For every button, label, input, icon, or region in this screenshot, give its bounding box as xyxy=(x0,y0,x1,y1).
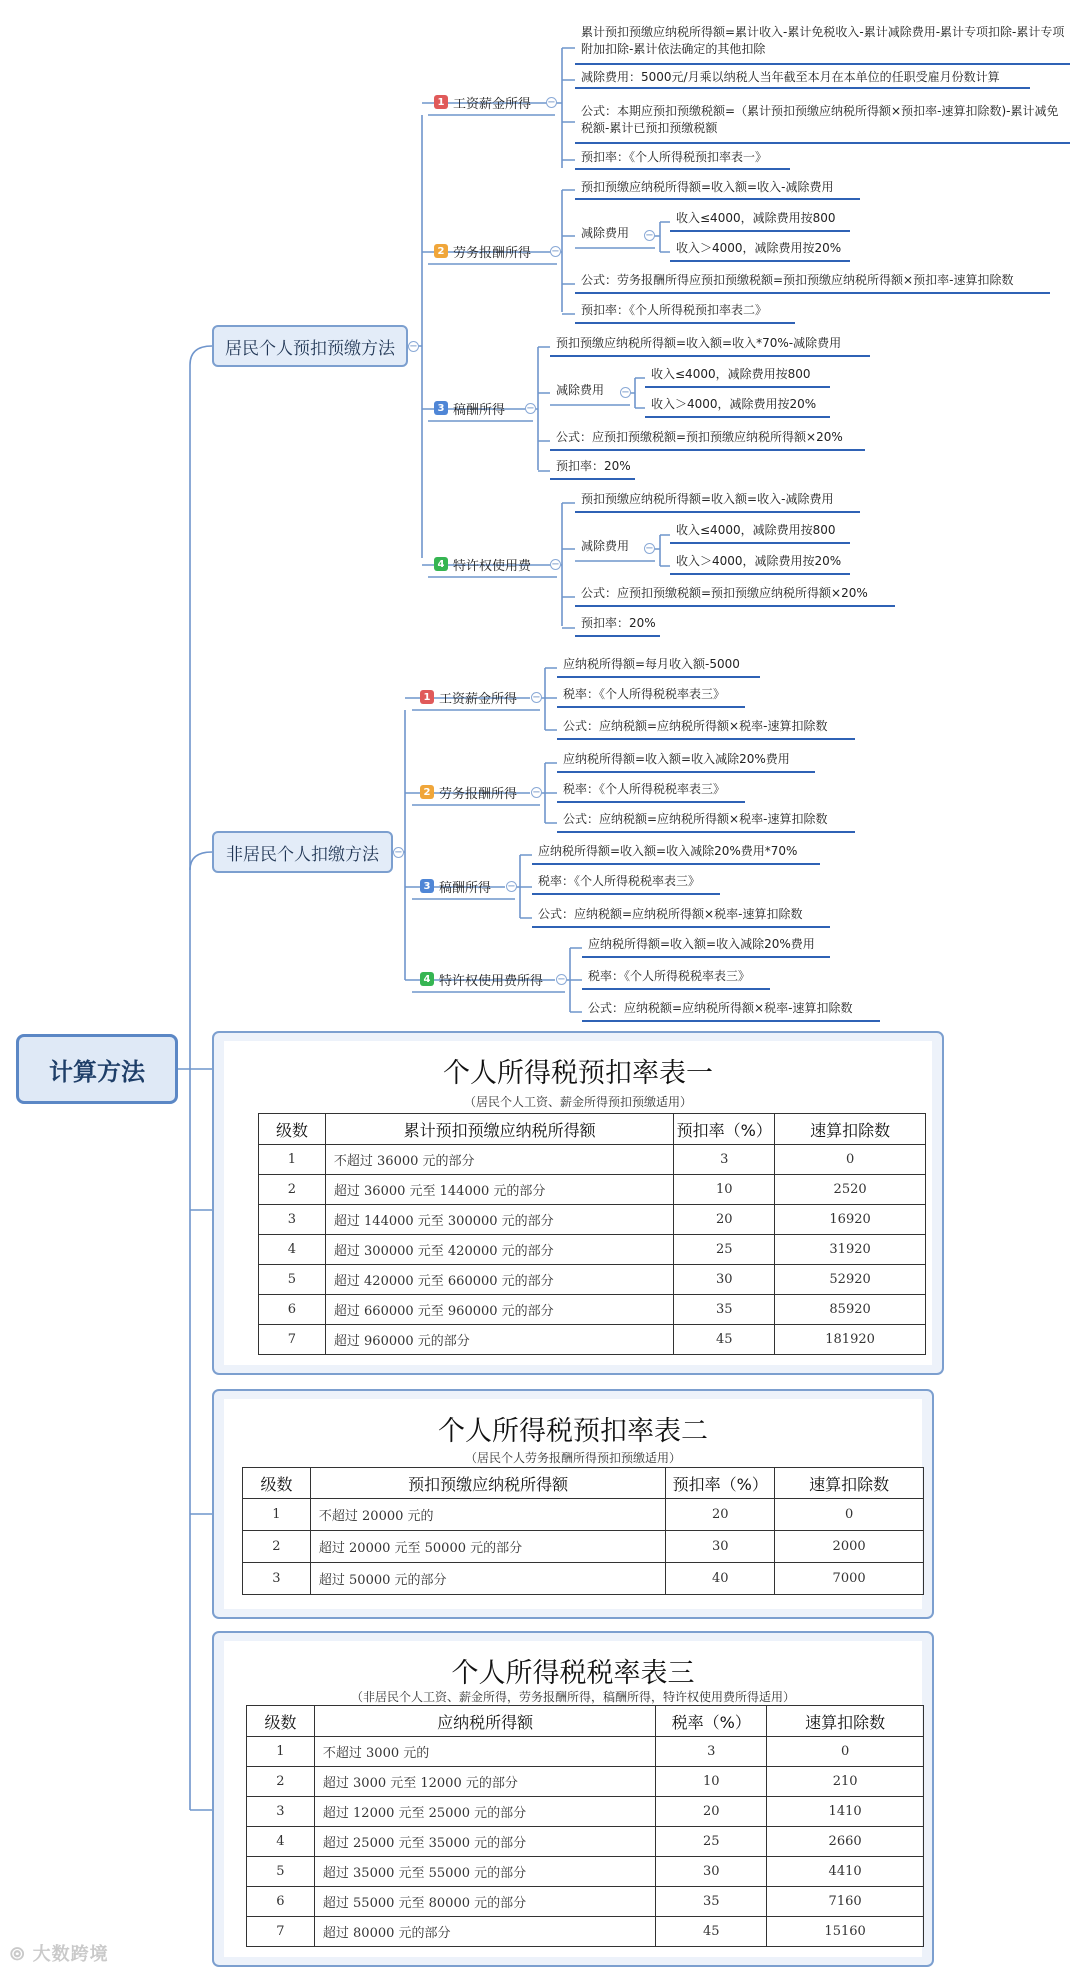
table3-subtitle: （非居民个人工资、薪金所得，劳务报酬所得，稿酬所得，特许权使用费所得适用） xyxy=(350,1690,795,1704)
table1-title: 个人所得税预扣率表一 xyxy=(443,1058,713,1089)
table-header: 速算扣除数 xyxy=(767,1706,924,1737)
resident-royalty-label: 特许权使用费 xyxy=(453,558,532,574)
table-row xyxy=(247,1797,924,1827)
table-cell: 25 xyxy=(674,1235,775,1265)
table-cell: 45 xyxy=(656,1917,767,1947)
table-cell: 7160 xyxy=(767,1887,924,1917)
table-cell: 不超过 3000 元的 xyxy=(314,1737,655,1767)
watermark-logo-icon: ⦾ xyxy=(10,1944,33,1965)
leaf: 公式：本期应预扣预缴税额=（累计预扣预缴应纳税所得额×预扣率-速算扣除数)-累计减免税额-累计已预扣预缴税额 xyxy=(581,104,1059,135)
table-cell: 20 xyxy=(656,1797,767,1827)
table-cell: 7 xyxy=(259,1325,326,1355)
table3 xyxy=(246,1705,924,1947)
leaf: 收入≤4000，减除费用按800 xyxy=(651,367,811,381)
leaf: 公式：应纳税额=应纳税所得额×税率-速算扣除数 xyxy=(563,719,828,733)
table-cell: 15160 xyxy=(767,1917,924,1947)
table-cell: 5 xyxy=(259,1265,326,1295)
leaf: 应纳税所得额=收入额=收入减除20%费用*70% xyxy=(538,844,798,858)
table-cell: 超过 80000 元的部分 xyxy=(314,1917,655,1947)
table3-title: 个人所得税税率表三 xyxy=(451,1658,695,1689)
leaf: 预扣预缴应纳税所得额=收入额=收入*70%-减除费用 xyxy=(556,336,842,350)
table-cell: 超过 20000 元至 50000 元的部分 xyxy=(310,1531,665,1563)
table-cell: 20 xyxy=(666,1499,775,1531)
branch-resident[interactable]: 居民个人预扣预缴方法 xyxy=(212,325,408,367)
watermark-text: 大数跨境 xyxy=(32,1944,109,1965)
table-header: 速算扣除数 xyxy=(775,1468,924,1499)
number-badge-icon: 2 xyxy=(434,244,448,258)
leaf: 应纳税所得额=收入额=收入减除20%费用 xyxy=(588,937,815,951)
table1-panel[interactable] xyxy=(212,1031,944,1375)
resident-royalty[interactable] xyxy=(434,551,531,580)
table-cell: 2520 xyxy=(775,1175,926,1205)
root-node[interactable]: 计算方法 xyxy=(16,1034,178,1104)
table-cell: 31920 xyxy=(775,1235,926,1265)
table-row xyxy=(247,1887,924,1917)
leaf: 预扣率：《个人所得税预扣率表一》 xyxy=(581,150,768,164)
leaf: 应纳税所得额=收入额=收入减除20%费用 xyxy=(563,752,790,766)
table-cell: 1 xyxy=(259,1145,326,1175)
table-cell: 30 xyxy=(656,1857,767,1887)
table-row xyxy=(243,1499,924,1531)
leaf: 应纳税所得额=每月收入额-5000 xyxy=(563,657,740,671)
table-cell: 35 xyxy=(656,1887,767,1917)
nonresident-author-label: 稿酬所得 xyxy=(439,880,492,896)
table-cell: 超过 25000 元至 35000 元的部分 xyxy=(314,1827,655,1857)
resident-salary[interactable] xyxy=(434,89,531,118)
table-row xyxy=(247,1857,924,1887)
collapse-icon[interactable]: − xyxy=(645,543,654,554)
collapse-icon[interactable]: − xyxy=(621,387,630,398)
table-cell: 181920 xyxy=(775,1325,926,1355)
table-row xyxy=(259,1205,926,1235)
table-cell: 超过 36000 元至 144000 元的部分 xyxy=(325,1175,673,1205)
leaf: 收入＞4000，减除费用按20% xyxy=(651,397,817,411)
table-cell: 5 xyxy=(247,1857,315,1887)
table-row xyxy=(243,1531,924,1563)
leaf: 预扣率：20% xyxy=(556,459,631,473)
resident-author-label: 稿酬所得 xyxy=(453,402,506,418)
nonresident-salary[interactable] xyxy=(420,684,517,713)
nonresident-author[interactable] xyxy=(420,873,491,902)
leaf: 减除费用：5000元/月乘以纳税人当年截至本月在本单位的任职受雇月份数计算 xyxy=(581,70,1000,84)
table-row xyxy=(259,1145,926,1175)
resident-salary-label: 工资薪金所得 xyxy=(453,96,532,112)
table-cell: 超过 55000 元至 80000 元的部分 xyxy=(314,1887,655,1917)
number-badge-icon: 1 xyxy=(434,95,448,109)
leaf: 收入＞4000，减除费用按20% xyxy=(676,554,842,568)
leaf: 预扣预缴应纳税所得额=收入额=收入-减除费用 xyxy=(581,180,834,194)
table-header: 税率（%） xyxy=(656,1706,767,1737)
table-row xyxy=(247,1827,924,1857)
leaf: 减除费用 xyxy=(581,539,630,553)
table-cell: 超过 3000 元至 12000 元的部分 xyxy=(314,1767,655,1797)
table-row xyxy=(259,1175,926,1205)
table-row xyxy=(243,1563,924,1595)
leaf: 减除费用 xyxy=(556,383,605,397)
table-cell: 不超过 36000 元的部分 xyxy=(325,1145,673,1175)
collapse-icon[interactable]: − xyxy=(526,403,535,414)
table-cell: 85920 xyxy=(775,1295,926,1325)
table2 xyxy=(242,1467,924,1595)
leaf: 税率：《个人所得税税率表三》 xyxy=(538,874,701,888)
table-row xyxy=(247,1767,924,1797)
table3-panel[interactable] xyxy=(212,1631,934,1967)
table-cell: 20 xyxy=(674,1205,775,1235)
table-cell: 6 xyxy=(259,1295,326,1325)
table3-sheet xyxy=(224,1641,922,1957)
table-cell: 1410 xyxy=(767,1797,924,1827)
nonresident-labor[interactable] xyxy=(420,779,517,808)
table-header: 预扣率（%） xyxy=(666,1468,775,1499)
table-cell: 0 xyxy=(775,1145,926,1175)
table-cell: 超过 420000 元至 660000 元的部分 xyxy=(325,1265,673,1295)
leaf: 公式：应预扣预缴税额=预扣预缴应纳税所得额×20% xyxy=(581,586,868,600)
table-row xyxy=(247,1737,924,1767)
table-cell: 10 xyxy=(656,1767,767,1797)
table-header: 级数 xyxy=(243,1468,311,1499)
table-cell: 45 xyxy=(674,1325,775,1355)
table-cell: 25 xyxy=(656,1827,767,1857)
leaf: 预扣率：20% xyxy=(581,616,656,630)
number-badge-icon: 1 xyxy=(420,690,434,704)
nonresident-royalty[interactable] xyxy=(420,966,543,995)
table-row xyxy=(259,1295,926,1325)
table-cell: 35 xyxy=(674,1295,775,1325)
branch-nonresident[interactable]: 非居民个人扣缴方法 xyxy=(212,831,393,873)
table2-panel[interactable] xyxy=(212,1389,934,1619)
table-header: 级数 xyxy=(259,1114,326,1145)
table-cell: 超过 960000 元的部分 xyxy=(325,1325,673,1355)
leaf: 公式：应纳税额=应纳税所得额×税率-速算扣除数 xyxy=(538,907,803,921)
table-header: 预扣率（%） xyxy=(674,1114,775,1145)
table-header: 级数 xyxy=(247,1706,315,1737)
table-cell: 1 xyxy=(247,1737,315,1767)
nonresident-labor-label: 劳务报酬所得 xyxy=(439,786,518,802)
table-header: 预扣预缴应纳税所得额 xyxy=(310,1468,665,1499)
table-cell: 3 xyxy=(247,1797,315,1827)
table-cell: 3 xyxy=(674,1145,775,1175)
collapse-nonresident-icon[interactable]: − xyxy=(394,847,403,858)
table-cell: 0 xyxy=(767,1737,924,1767)
resident-labor[interactable] xyxy=(434,238,531,267)
table-cell: 超过 660000 元至 960000 元的部分 xyxy=(325,1295,673,1325)
leaf: 税率：《个人所得税税率表三》 xyxy=(563,782,726,796)
leaf: 预扣预缴应纳税所得额=收入额=收入-减除费用 xyxy=(581,492,834,506)
table-cell: 2 xyxy=(259,1175,326,1205)
leaf: 税率：《个人所得税税率表三》 xyxy=(563,687,726,701)
table-cell: 4 xyxy=(259,1235,326,1265)
leaf: 累计预扣预缴应纳税所得额=累计收入-累计免税收入-累计减除费用-累计专项扣除-累计专项附加扣除-累计依法确定的其他扣除 xyxy=(581,25,1065,56)
table-cell: 0 xyxy=(775,1499,924,1531)
table-cell: 1 xyxy=(243,1499,311,1531)
table-cell: 40 xyxy=(666,1563,775,1595)
table2-subtitle: （居民个人劳务报酬所得预扣预缴适用） xyxy=(464,1451,681,1465)
resident-labor-label: 劳务报酬所得 xyxy=(453,245,532,261)
nonresident-salary-label: 工资薪金所得 xyxy=(439,691,518,707)
table-cell: 10 xyxy=(674,1175,775,1205)
table-cell: 2660 xyxy=(767,1827,924,1857)
leaf: 公式：应纳税额=应纳税所得额×税率-速算扣除数 xyxy=(588,1001,853,1015)
table-cell: 3 xyxy=(259,1205,326,1235)
table-cell: 30 xyxy=(674,1265,775,1295)
table1 xyxy=(258,1113,926,1355)
leaf: 减除费用 xyxy=(581,226,630,240)
table-cell: 3 xyxy=(243,1563,311,1595)
collapse-icon[interactable]: − xyxy=(645,230,654,241)
table-header: 累计预扣预缴应纳税所得额 xyxy=(325,1114,673,1145)
nonresident-royalty-label: 特许权使用费所得 xyxy=(439,973,544,989)
leaf: 税率：《个人所得税税率表三》 xyxy=(588,969,751,983)
number-badge-icon: 3 xyxy=(420,879,434,893)
table-row xyxy=(259,1235,926,1265)
number-badge-icon: 2 xyxy=(420,785,434,799)
table-cell: 16920 xyxy=(775,1205,926,1235)
leaf: 预扣率：《个人所得税预扣率表二》 xyxy=(581,303,768,317)
number-badge-icon: 4 xyxy=(420,972,434,986)
table-row xyxy=(259,1265,926,1295)
collapse-icon[interactable]: − xyxy=(532,692,541,703)
collapse-icon[interactable]: − xyxy=(551,246,560,257)
watermark xyxy=(10,1940,109,1966)
table-cell: 超过 35000 元至 55000 元的部分 xyxy=(314,1857,655,1887)
table-cell: 3 xyxy=(656,1737,767,1767)
table-cell: 7 xyxy=(247,1917,315,1947)
table-cell: 52920 xyxy=(775,1265,926,1295)
collapse-icon[interactable]: − xyxy=(557,974,566,985)
table1-subtitle: （居民个人工资、薪金所得预扣预缴适用） xyxy=(463,1095,692,1109)
number-badge-icon: 3 xyxy=(434,401,448,415)
table-cell: 2000 xyxy=(775,1531,924,1563)
table-cell: 7000 xyxy=(775,1563,924,1595)
collapse-icon[interactable]: − xyxy=(551,559,560,570)
table-header: 速算扣除数 xyxy=(775,1114,926,1145)
leaf: 公式：应预扣预缴税额=预扣预缴应纳税所得额×20% xyxy=(556,430,843,444)
table-cell: 超过 12000 元至 25000 元的部分 xyxy=(314,1797,655,1827)
table-cell: 6 xyxy=(247,1887,315,1917)
resident-author[interactable] xyxy=(434,395,505,424)
table-cell: 4 xyxy=(247,1827,315,1857)
collapse-resident-icon[interactable]: − xyxy=(409,341,418,352)
table1-sheet xyxy=(224,1041,932,1365)
table-cell: 2 xyxy=(243,1531,311,1563)
collapse-icon[interactable]: − xyxy=(547,97,556,108)
table-cell: 超过 144000 元至 300000 元的部分 xyxy=(325,1205,673,1235)
leaf: 收入≤4000，减除费用按800 xyxy=(676,523,836,537)
table-row xyxy=(259,1325,926,1355)
table2-sheet xyxy=(224,1399,922,1609)
table-cell: 210 xyxy=(767,1767,924,1797)
table2-title: 个人所得税预扣率表二 xyxy=(438,1416,708,1447)
table-header: 应纳税所得额 xyxy=(314,1706,655,1737)
table-cell: 2 xyxy=(247,1767,315,1797)
leaf: 收入≤4000，减除费用按800 xyxy=(676,211,836,225)
number-badge-icon: 4 xyxy=(434,557,448,571)
table-cell: 不超过 20000 元的 xyxy=(310,1499,665,1531)
collapse-icon[interactable]: − xyxy=(507,881,516,892)
leaf: 收入＞4000，减除费用按20% xyxy=(676,241,842,255)
leaf: 公式：劳务报酬所得应预扣预缴税额=预扣预缴应纳税所得额×预扣率-速算扣除数 xyxy=(581,273,1014,287)
table-cell: 超过 300000 元至 420000 元的部分 xyxy=(325,1235,673,1265)
table-cell: 4410 xyxy=(767,1857,924,1887)
table-cell: 30 xyxy=(666,1531,775,1563)
leaf: 公式：应纳税额=应纳税所得额×税率-速算扣除数 xyxy=(563,812,828,826)
collapse-icon[interactable]: − xyxy=(532,787,541,798)
table-cell: 超过 50000 元的部分 xyxy=(310,1563,665,1595)
table-row xyxy=(247,1917,924,1947)
